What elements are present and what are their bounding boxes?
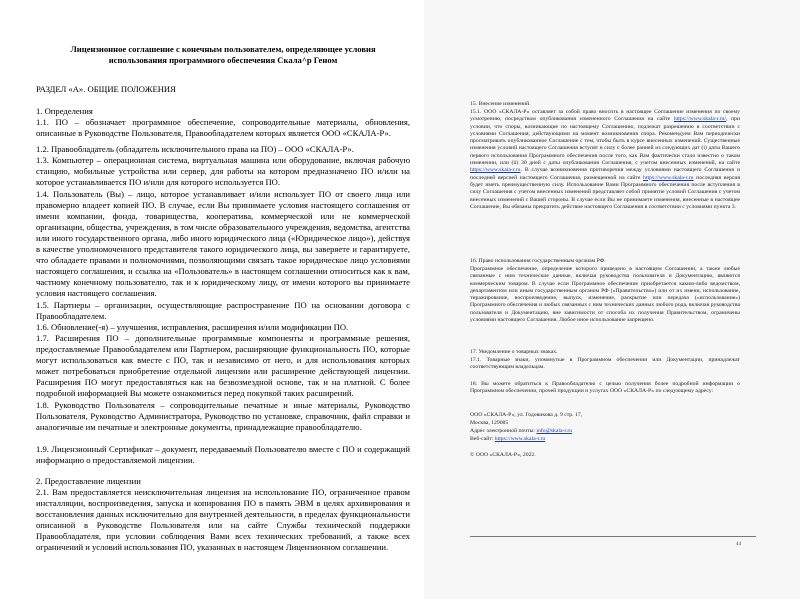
paragraph-1-6: 1.6. Обновление(-я) – улучшения, исправления, расширения и/или модификации ПО.	[36, 322, 349, 332]
website-label: Веб-сайт:	[470, 436, 494, 442]
license-grant-heading: 2. Предоставление лицензии	[36, 476, 141, 486]
contact-address-line-1: ООО «СКАЛА-Р», ул. Годовикова д. 9 стр. 17,	[470, 412, 583, 418]
document-title-line-1: Лицензионное соглашение с конечным пользователем, определяющее условия	[70, 44, 376, 54]
document-title-line-2: использования программного обеспечения Скала^р Геном	[108, 55, 338, 65]
footer-divider	[470, 536, 756, 537]
paragraph-18: 18. Вы можете обратиться к Правообладателю с целью получения более подробной информации о Программном обеспечении, прочей продукции и услугах ООО «СКАЛА-Р» по следующему адресу:	[470, 381, 740, 395]
section-a-heading: РАЗДЕЛ «А». ОБЩИЕ ПОЛОЖЕНИЯ	[36, 84, 176, 94]
document-title	[36, 44, 410, 66]
paragraph-15-1-part-a: 15.1. ООО «СКАЛА-Р» оставляет за собой право вносить в настоящее Соглашение изменения по своему усмотрению, посредством опубликования измененного Соглашения на сайте	[470, 109, 740, 123]
section-16-heading: 16. Право использования государственным органам РФ.	[470, 258, 606, 264]
website-link[interactable]: https://www.skala-r.ru	[494, 436, 546, 442]
contact-website-row	[470, 436, 740, 443]
contact-email-row	[470, 428, 740, 435]
paragraph-2-1: 2.1. Вам предоставляется неисключительная лицензия на использование ПО, ограниченное правом инсталляции, воспроизведения, запуска и копирования ПО в память ЭВМ в целях архивирования и восстановления данных исключительно для внутренней деятельности, в пределах функциональности описанной в Руководстве Пользователя или на сайте Службы технической поддержки Правообладателя, при условии соблюдения Вами всех технических требований, а также всех ограничений и условий использования ПО, указанных в настоящем Лицензионном соглашении.	[36, 487, 410, 552]
paragraph-1-3: 1.3. Компьютер – операционная система, виртуальная машина или оборудование, включая рабочую станцию, мобильные устройства или сервер, для работы на котором предназначено ПО и/или на которое устанавливается ПО и/или для которого используется ПО.	[36, 155, 410, 187]
paragraph-1-7: 1.7. Расширения ПО – дополнительные программные компоненты и программные решения, предоставляемые Правообладателем или Партнером, расширяющие функциональность ПО, которые могут использоваться как вместе с ПО, так и независимо от него, и для использования которых может потребоваться приобретение отдельной лицензии или расширение действующей лицензии. Расширения ПО могут предоставляться как на безвозмездной основе, так и на платной. С более подробной информацией Вы можете ознакомиться перед покупкой таких расширений.	[36, 333, 410, 398]
copyright-notice: © ООО «СКАЛА-Р», 2022.	[470, 452, 536, 458]
paragraph-1-1: 1.1. ПО – обозначает программное обеспечение, сопроводительные материалы, обновления, описанные в Руководстве Пользователя, Правообладателем которых является ООО «СКАЛА-Р».	[36, 117, 410, 138]
skala-link-3[interactable]: https://www.skala-r.ru	[643, 174, 694, 181]
paragraph-15-1-part-c: . В случае возникновения противоречия между условиями настоящего Соглашения и последней версией настоящего Соглашения, размещенной на сайте	[470, 167, 740, 181]
paragraph-16: Программное обеспечение, определение которого приведено в настоящем Соглашении, а также любые связанные с ним технические данные, включая руководства пользователя и Документацию, являются коммерческим товаром. В случае если Программное обеспечение приобретается каким-либо ведомством, департаментом или иным государственным органом РФ («Правительство») или от их имени, использование, тиражирование, воспроизведение, выпуск, изменение, раскрытие или передача («использование») Программного обеспечения и любых связанных с ним технических данных любого рода, включая руководства пользователя и Документацию, вне зависимости от способа их получения Правительством, ограничены условиями настоящего Соглашения. Любое иное использование запрещено.	[470, 266, 740, 324]
email-label: Адрес электронной почты:	[470, 428, 535, 434]
page-number: 44	[736, 542, 741, 547]
paragraph-17-1: 17.1. Товарные знаки, упомянутые в Программном обеспечении или Документации, принадлежат соответствующим владельцам.	[470, 357, 740, 371]
section-17-heading: 17. Уведомление о товарных знаках.	[470, 349, 558, 355]
skala-link-2[interactable]: https://www.skala-r.ru	[470, 167, 521, 174]
email-link[interactable]: info@skala-r.ru	[536, 428, 573, 434]
paragraph-1-8: 1.8. Руководство Пользователя – сопроводительные печатные и иные материалы, Руководство Пользователя, Руководство Администратора, Руководство по установке, справочник, файл справки и аналогичные им печатные и электронные документы, принадлежащие правообладателю.	[36, 400, 410, 432]
definitions-heading: 1. Определения	[36, 106, 93, 116]
paragraph-15-1	[470, 109, 740, 211]
paragraph-1-4: 1.4. Пользователь (Вы) – лицо, которое устанавливает и/или использует ПО от своего лица или правомерно владеет копией ПО. В случае, если Вы принимаете условия настоящего соглашения от имени компании, фонда, товарищества, кооператива, коммерческой или не коммерческой организации, общества, учреждения, в том числе образовательного учреждения, ведомства, агентства или иного государственного органа, либо иного юридического лица («Юридическое лицо»), действуя в качестве уполномоченного представителя такого юридического лица, вы заверяете и гарантируете, что обладаете правами и полномочиями, позволяющими связать такое юридическое лицо условиями настоящего соглашения, и ссылка на «Пользователь» в настоящем соглашении относиться как к вам, частному конечному пользователю, так и к юридическому лицу, от имени которого вы принимаете условия настоящего соглашения.	[36, 189, 410, 298]
paragraph-1-9: 1.9. Лицензионный Сертификат – документ, передаваемый Пользователю вместе с ПО и содержащий информацию о предоставляемой лицензии.	[36, 444, 410, 465]
section-15-heading: 15. Внесение изменений.	[470, 101, 531, 107]
skala-link-1[interactable]: https://www.skala-r.ru/	[673, 116, 726, 123]
contact-address-line-2: Москва, 129085	[470, 420, 509, 426]
paragraph-15-1-part-d: последняя версия будет иметь преимущественную силу. Использование Вами Программного обеспечения после вступления в силу Соглашения с учетом внесенных изменений представляет собой принятие условий Соглашения с учетом внесенных изменений с Вашей стороны. В случае если Вы не принимаете изменения, внесенные в настоящее Соглашение, Вы обязаны прекратить действие настоящего Соглашения в соответствии с условиями пункта 3.	[470, 174, 740, 210]
paragraph-1-5: 1.5. Партнеры – организации, осуществляющие распространение ПО на основании договора с Правообладателем.	[36, 300, 410, 321]
paragraph-1-2: 1.2. Правообладатель (обладатель исключительного права на ПО) – ООО «СКАЛА-Р».	[36, 144, 354, 154]
paragraph-15-1-part-b: , при условии, что споры, возникающие по настоящему Соглашению, подлежат разрешению в соответствии с условиями Соглашения, действующими на момент возникновения спора. Рекомендуем Вам периодически просматривать опубликованное Соглашение с тем, чтобы быть в курсе внесенных изменений. Существенные изменения условий настоящего Соглашения вступят в силу с более ранней из следующих дат (i) даты Вашего первого использования Программного обеспечения после того, как Вам фактически стало известно о таком изменении, или (ii) 30 дней с даты опубликования Соглашения, с учетом внесенных изменений, на сайте	[470, 116, 741, 167]
